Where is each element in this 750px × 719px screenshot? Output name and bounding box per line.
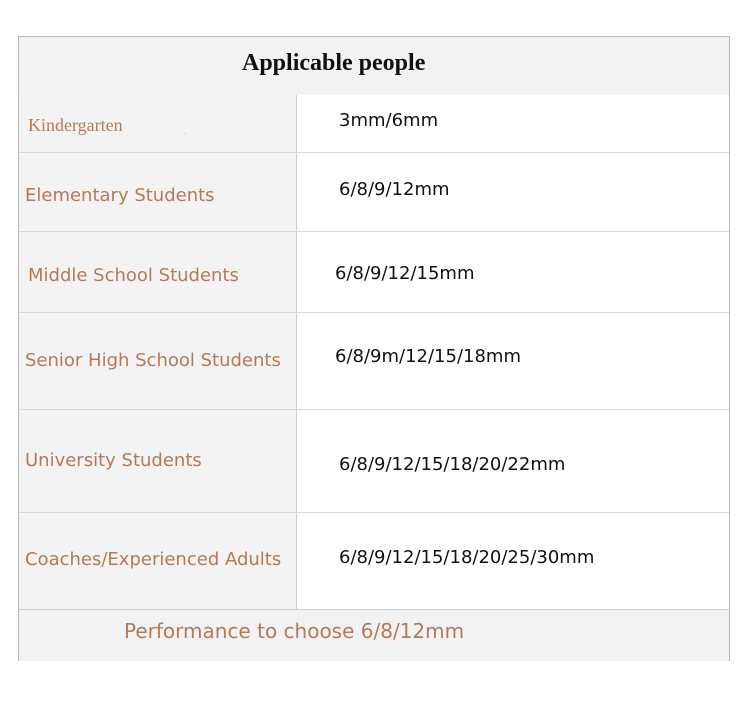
group-cell xyxy=(19,410,297,512)
size-cell xyxy=(297,313,729,409)
group-cell xyxy=(19,95,297,152)
size-value: 6/8/9/12/15/18/20/22mm xyxy=(339,454,566,475)
table-footer xyxy=(19,609,729,661)
table-title: Applicable people xyxy=(242,50,426,76)
group-label: Senior High School Students xyxy=(25,350,281,371)
table-row-university xyxy=(19,410,729,513)
group-cell xyxy=(19,313,297,409)
stray-mark xyxy=(184,133,186,134)
group-label: Coaches/Experienced Adults xyxy=(25,549,282,570)
size-value: 6/8/9/12mm xyxy=(339,179,450,200)
applicable-people-table xyxy=(18,36,730,661)
group-label: Kindergarten xyxy=(28,115,123,135)
group-label: University Students xyxy=(25,450,202,471)
table-row-kindergarten xyxy=(19,95,729,153)
table-header xyxy=(19,37,729,96)
size-cell xyxy=(297,95,729,152)
performance-note: Performance to choose 6/8/12mm xyxy=(124,619,465,643)
table-row-middle-school xyxy=(19,232,729,313)
size-value: 6/8/9/12/15mm xyxy=(335,263,475,284)
size-cell xyxy=(297,232,729,312)
size-value: 6/8/9/12/15/18/20/25/30mm xyxy=(339,547,595,568)
group-cell xyxy=(19,153,297,231)
group-label: Middle School Students xyxy=(28,265,239,286)
table-row-elementary xyxy=(19,153,729,232)
size-cell xyxy=(297,410,729,512)
group-cell xyxy=(19,232,297,312)
size-cell xyxy=(297,153,729,231)
size-cell xyxy=(297,513,729,609)
group-cell xyxy=(19,513,297,609)
size-value: 3mm/6mm xyxy=(339,110,439,131)
table-row-senior-high xyxy=(19,313,729,410)
group-label: Elementary Students xyxy=(25,185,215,206)
size-value: 6/8/9m/12/15/18mm xyxy=(335,346,521,367)
table-row-coaches xyxy=(19,513,729,609)
